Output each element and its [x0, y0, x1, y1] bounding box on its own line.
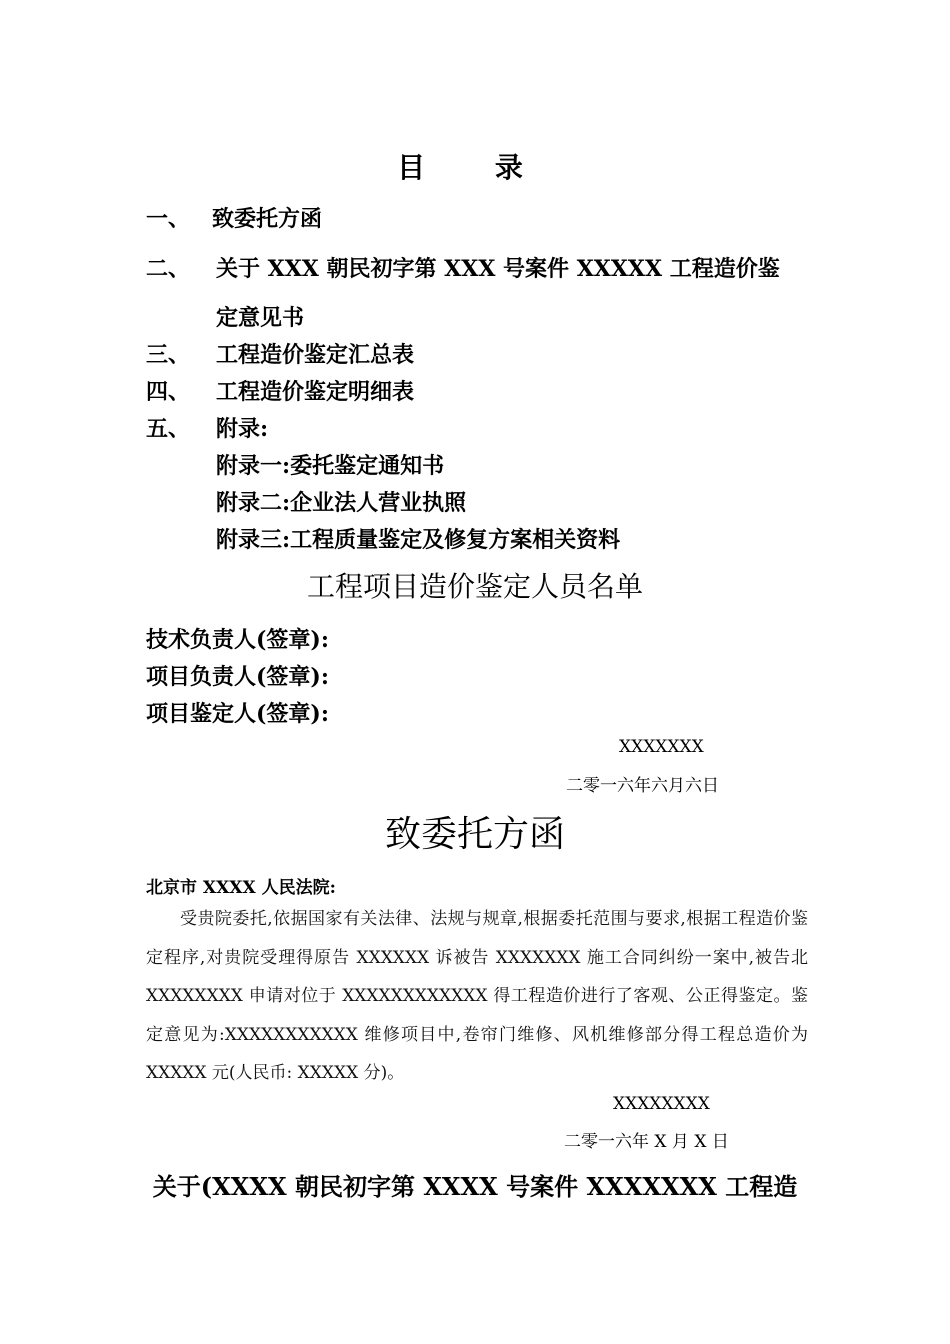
toc-item-text: 工程造价鉴定汇总表: [216, 342, 415, 368]
section-heading: 关于(XXXX 朝民初字第 XXXX 号案件 XXXXXXX 工程造: [152, 1172, 798, 1201]
toc-item-number: 三、: [146, 342, 191, 368]
signature-line: 项目鉴定人(签章):: [146, 701, 329, 727]
toc-appendix-item: 附录二:企业法人营业执照: [216, 490, 467, 516]
toc-item-number: 五、: [146, 416, 191, 442]
signature-line: 技术负责人(签章):: [146, 627, 329, 653]
toc-item-number: 一、: [146, 206, 191, 232]
toc-title: 目 录: [397, 151, 553, 184]
signature-line: 项目负责人(签章):: [146, 664, 329, 690]
toc-item-text-continued: 定意见书: [216, 305, 305, 331]
staff-title: 工程项目造价鉴定人员名单: [306, 570, 643, 603]
letter-organization: XXXXXXXX: [613, 1094, 710, 1114]
letter-addressee: 北京市 XXXX 人民法院:: [146, 878, 336, 898]
toc-item-text: 工程造价鉴定明细表: [216, 379, 415, 405]
letter-body: 受贵院委托,依据国家有关法律、法规与规章,根据委托范围与要求,根据工程造价鉴定程序,对贵院受理得原告 XXXXXX 诉被告 XXXXXXX 施工合同纠纷一案中,被告北 XXXXXXXX 申请对位于 XXXXXXXXXXXX 得工程造价进行了客观、公正得鉴定。鉴定意见为:XXXXXXXXXXX 维修项目中,卷帘门维修、风机维修部分得工程总造价为 XXXXX 元(人民币: XXXXX 分)。: [146, 909, 808, 1083]
letter-title: 致委托方函: [384, 814, 565, 855]
toc-item-text: 附录:: [216, 416, 269, 442]
toc-appendix-item: 附录三:工程质量鉴定及修复方案相关资料: [216, 527, 621, 553]
toc-item-text: 致委托方函: [212, 206, 323, 232]
staff-date: 二零一六年六月六日: [566, 776, 719, 796]
letter-date: 二零一六年 X 月 X 日: [564, 1132, 729, 1152]
toc-item-text: 关于 XXX 朝民初字第 XXX 号案件 XXXXX 工程造价鉴: [216, 256, 780, 282]
staff-organization: XXXXXXX: [619, 737, 704, 757]
toc-item-number: 四、: [146, 379, 191, 405]
toc-item-number: 二、: [146, 256, 191, 282]
toc-appendix-item: 附录一:委托鉴定通知书: [216, 453, 445, 479]
